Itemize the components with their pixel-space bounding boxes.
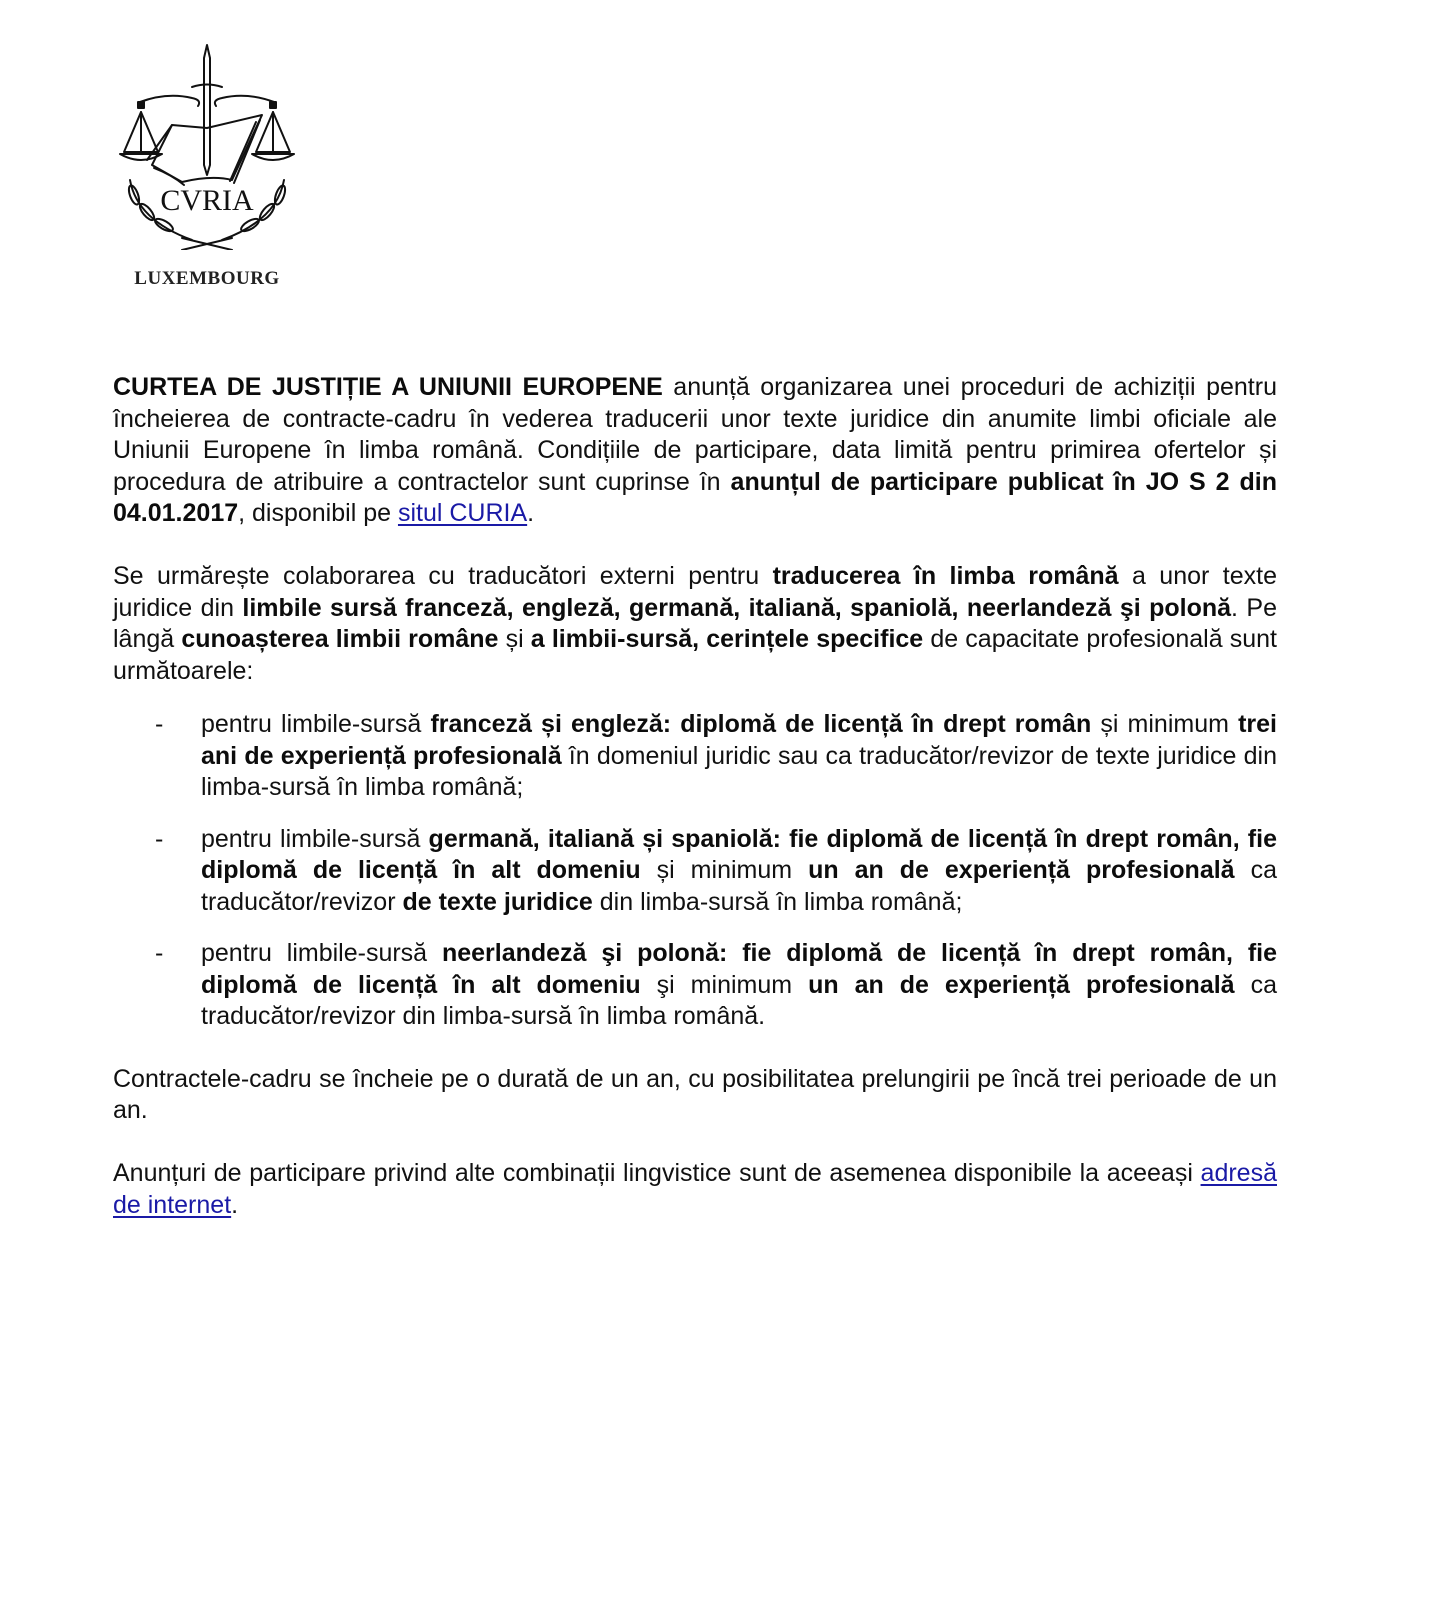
list-dash: - [155,824,164,853]
intro-text-2: , disponibil pe [238,499,398,527]
req-bold-3: de texte juridice [402,887,593,916]
duration-paragraph: Contractele-cadru se încheie pe o durată de un an, cu posibilitatea prelungirii pe încă trei perioade de un an. [113,1064,1277,1124]
requirements-list [113,709,1277,1033]
collab-text-1: Se urmărește colaborarea cu traducători externi pentru [113,562,773,590]
announcement-body [113,372,1277,1253]
intro-paragraph [113,372,1277,530]
collab-text-3: . Pe lângă [113,593,1277,653]
logo-place-name: LUXEMBOURG [134,268,280,289]
req-text-2: și minimum [640,856,809,884]
req-text-1: pentru limbile-sursă [201,710,431,738]
collab-text-5: de capacitate profesională sunt următoarele: [113,625,1277,685]
req-text-4: din limba-sursă în limba română; [592,887,963,916]
intro-text-3: . [527,499,535,527]
req-text-3: ca traducător/revizor din limba-sursă în limba română. [201,970,1277,1030]
curia-site-link[interactable]: situl CURIA [397,499,528,527]
collab-text-2: a unor texte juridice din [113,562,1277,622]
collab-bold-4: a limbii-sursă, cerințele specifice [530,625,924,653]
requirement-item [113,824,1277,919]
req-bold-1: neerlandeză şi polonă: fie diplomă de licență în drept român, fie diplomă de licență în alt domeniu [201,939,1277,999]
collab-bold-2: limbile sursă franceză, engleză, germană, italiană, spaniolă, neerlandeză şi polonă [242,593,1232,622]
organization-name: CURTEA DE JUSTIȚIE A UNIUNII EUROPENE [113,373,663,401]
req-text-2: şi minimum [640,970,809,999]
list-dash: - [155,710,164,738]
requirement-item [113,709,1277,804]
requirement-item [113,938,1277,1033]
intro-text-1: anunță organizarea unei proceduri de achiziții pentru încheierea de contracte-cadru în vederea traducerii unor texte juridice din anumite limbi oficiale ale Uniunii Europene în limba română. Condițiile de participare, data limită pentru primirea ofertelor și procedura de atribuire a contractelor sunt cuprinse în [113,373,1277,496]
req-text-2: și minimum [1091,710,1239,738]
req-bold-1: franceză și engleză: diplomă de licență în drept român [430,710,1092,738]
logo-wordmark: CVRIA [160,184,254,217]
req-bold-2: trei ani de experiență profesională [201,710,1277,770]
curia-logo-icon [112,40,302,250]
req-bold-2: un an de experiență profesională [808,970,1235,999]
req-text-3: în domeniul juridic sau ca traducător/revizor de texte juridice din limba-sursă în limba română; [201,741,1277,801]
req-bold-2: un an de experiență profesională [808,856,1235,884]
req-text-3: ca traducător/revizor [201,856,1277,916]
other-text-2: . [231,1190,239,1219]
req-text-1: pentru limbile-sursă [201,824,429,853]
collaboration-paragraph [113,561,1277,687]
other-combinations-paragraph [113,1158,1277,1221]
internet-address-link[interactable]: adresă de internet [113,1159,1277,1219]
collab-text-4: și [498,625,531,653]
collab-bold-1: traducerea în limba română [772,562,1119,590]
collab-bold-3: cunoașterea limbii române [181,625,499,653]
req-text-1: pentru limbile-sursă [201,939,442,967]
other-text-1: Anunțuri de participare privind alte combinații lingvistice sunt de asemenea disponibile la aceeași [113,1159,1201,1187]
req-bold-1: germană, italiană și spaniolă: fie diplomă de licență în drept român, fie diplomă de licență în alt domeniu [201,824,1277,884]
list-dash: - [155,939,164,967]
notice-reference: anunțul de participare publicat în JO S 2 din 04.01.2017 [113,467,1277,527]
